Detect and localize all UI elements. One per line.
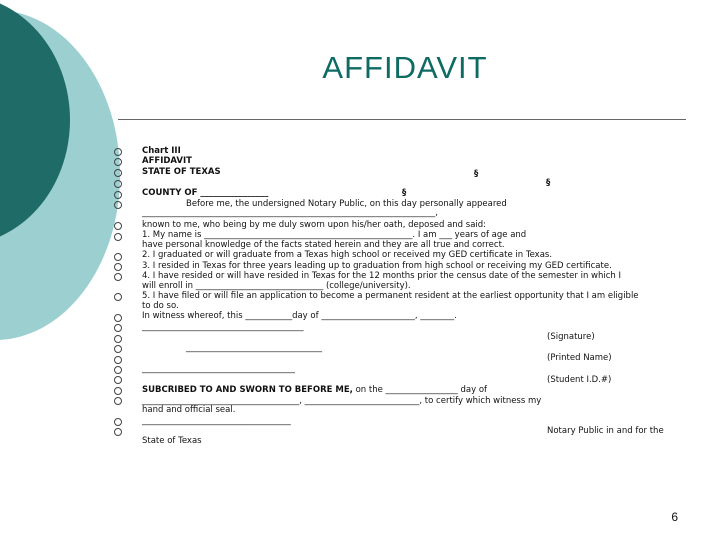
doc-item-5-cont: to do so. [142, 301, 179, 311]
bullet-icon [114, 253, 122, 261]
bullet-icon [114, 397, 122, 405]
title-divider [118, 119, 686, 120]
doc-subscribed-rest: on the _________________ day of [352, 385, 488, 395]
doc-known-to-me: known to me, who being by me duly sworn upon his/her oath, deposed and said: [142, 220, 487, 230]
bullet-icon [114, 335, 122, 343]
doc-state-line: STATE OF TEXAS [142, 167, 221, 177]
doc-item-3: 3. I resided in Texas for three years leading up to graduation from high school or receiving my GED certificate. [142, 261, 612, 271]
doc-state-of-texas: State of Texas [142, 436, 202, 446]
doc-before-me: Before me, the undersigned Notary Public, on this day personally appeared [186, 199, 507, 209]
bullet-icon [114, 273, 122, 281]
bullet-icon [114, 366, 122, 374]
doc-item-1: 1. My name is _________________________________________________. I am ___ years of age and [142, 230, 527, 240]
bullet-icon [114, 201, 122, 209]
doc-item-5: 5. I have filed or will file an application to become a permanent resident at the earliest opportunity that I am eligible [142, 291, 639, 301]
doc-certify-line: _____________________________________, ___________________________, to certify which witness my [142, 396, 542, 406]
bullet-icon [114, 345, 122, 353]
doc-notary-blank: ___________________________________ [142, 416, 291, 426]
bullet-icon [114, 418, 122, 426]
bullet-icon [114, 233, 122, 241]
doc-subscribed-bold: SUBCRIBED TO AND SWORN TO BEFORE ME, [142, 385, 353, 395]
doc-affidavit-heading: AFFIDAVIT [142, 156, 192, 166]
doc-subscribed-line [142, 385, 487, 395]
bullet-icon [114, 169, 122, 177]
doc-hand-seal: hand and official seal. [142, 405, 236, 415]
bullet-icon [114, 387, 122, 395]
doc-signature-blank: ______________________________________ [142, 322, 304, 332]
doc-county-line: COUNTY OF ________________ [142, 188, 269, 198]
doc-section-sign: § [474, 169, 479, 179]
bullet-icon [114, 148, 122, 156]
bullet-icon [114, 376, 122, 384]
doc-item-1-cont: have personal knowledge of the facts stated herein and they are all true and correct. [142, 240, 505, 250]
bullet-icon [114, 428, 122, 436]
doc-printed-name-blank: ________________________________ [186, 343, 322, 353]
doc-printed-name-label: (Printed Name) [547, 353, 612, 363]
doc-item-4: 4. I have resided or will have resided in Texas for the 12 months prior the census date of the semester in which I [142, 271, 622, 281]
bullet-icon [114, 293, 122, 301]
slide-title: AFFIDAVIT [322, 50, 488, 85]
doc-witness-line: In witness whereof, this ___________day of ______________________, ________. [142, 311, 457, 321]
doc-item-2: 2. I graduated or will graduate from a Texas high school or received my GED certificate in Texas. [142, 250, 553, 260]
bullet-icon [114, 314, 122, 322]
doc-item-4-cont: will enroll in ______________________________ (college/university). [142, 281, 411, 291]
doc-section-sign: § [402, 188, 407, 198]
doc-chart-label: Chart III [142, 146, 181, 156]
doc-appearer-blank: _____________________________________________________________________, [142, 208, 438, 218]
bullet-icon [114, 356, 122, 364]
bullet-icon [114, 180, 122, 188]
bullet-icon [114, 191, 122, 199]
bullet-icon [114, 263, 122, 271]
doc-student-id-blank: ____________________________________ [142, 364, 295, 374]
doc-section-sign: § [546, 178, 551, 188]
bullet-icon [114, 222, 122, 230]
doc-notary-public-label: Notary Public in and for the [547, 426, 664, 436]
doc-signature-label: (Signature) [547, 332, 595, 342]
bullet-icon [114, 158, 122, 166]
doc-student-id-label: (Student I.D.#) [547, 375, 612, 385]
page-number: 6 [671, 510, 678, 524]
bullet-icon [114, 324, 122, 332]
